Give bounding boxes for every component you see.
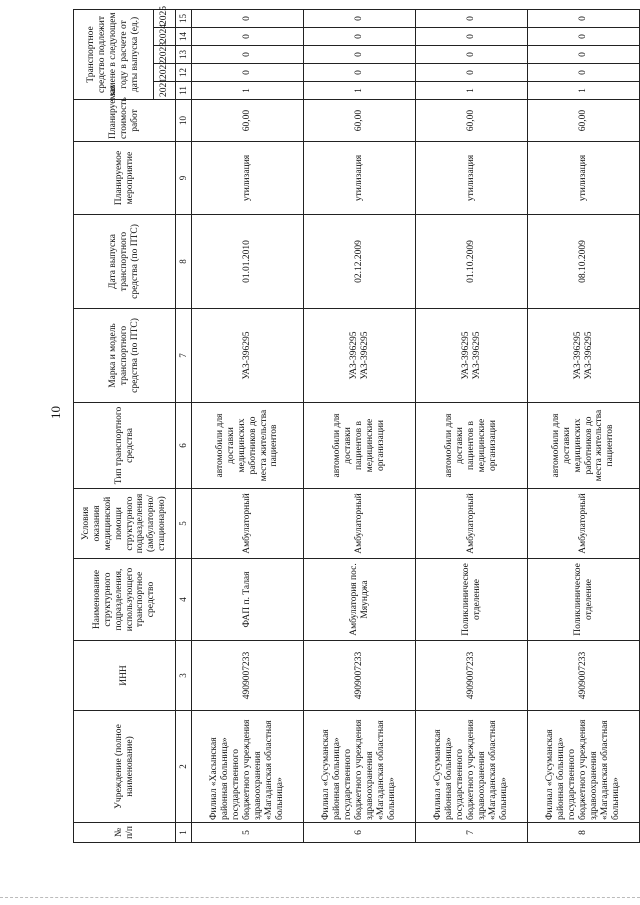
column-number: 6: [176, 403, 192, 489]
row-num: 8: [528, 823, 640, 843]
row-action: утилизация: [416, 142, 528, 215]
row-release-date: 02.12.2009: [304, 215, 416, 309]
row-conditions: Амбулаторный: [304, 489, 416, 559]
column-number: 3: [176, 641, 192, 711]
column-number: 9: [176, 142, 192, 215]
column-number: 8: [176, 215, 192, 309]
table-row: [528, 9, 640, 842]
table-row: [304, 9, 416, 842]
row-year-2025: 0: [192, 9, 304, 27]
header-release-date: Дата выпуска транспортного средства (по ПТС): [74, 215, 176, 309]
header-num: № п/п: [74, 823, 176, 843]
column-number: 5: [176, 489, 192, 559]
row-vehicle-type: автомобили для доставки пациентов в медицинские организации: [304, 403, 416, 489]
row-num: 7: [416, 823, 528, 843]
row-year-2025: 0: [528, 9, 640, 27]
row-year-2022: 0: [192, 64, 304, 82]
header-year-2024: 2024: [154, 28, 176, 46]
column-number: 10: [176, 100, 192, 142]
row-unit: ФАП п. Талая: [192, 559, 304, 641]
row-year-2021: 1: [304, 82, 416, 100]
row-year-2023: 0: [192, 46, 304, 64]
row-institution: Филиал «Сусуманская районная больница» государственного бюджетного учреждения здравоохранения «Магаданская областная больница»: [416, 711, 528, 823]
row-action: утилизация: [192, 142, 304, 215]
row-year-2023: 0: [528, 46, 640, 64]
header-institution: Учреждение (полное наименование): [74, 711, 176, 823]
row-cost: 60,00: [416, 100, 528, 142]
row-num: 6: [304, 823, 416, 843]
row-year-2025: 0: [304, 9, 416, 27]
row-conditions: Амбулаторный: [528, 489, 640, 559]
row-inn: 4909007233: [192, 641, 304, 711]
header-replacement: Транспортное средство подлежит замене в следующем году в расчете от даты выпуска (ед.): [74, 9, 154, 99]
row-model: УАЗ-396295 УАЗ-396295: [528, 309, 640, 403]
row-release-date: 01.01.2010: [192, 215, 304, 309]
row-year-2024: 0: [528, 28, 640, 46]
row-year-2022: 0: [304, 64, 416, 82]
row-year-2024: 0: [416, 28, 528, 46]
row-model: УАЗ-396295: [192, 309, 304, 403]
column-number: 15: [176, 9, 192, 27]
column-number: 2: [176, 711, 192, 823]
row-cost: 60,00: [304, 100, 416, 142]
row-unit: Поликлиническое отделение: [416, 559, 528, 641]
header-year-2022: 2022: [154, 64, 176, 82]
row-year-2022: 0: [528, 64, 640, 82]
row-inn: 4909007233: [528, 641, 640, 711]
row-release-date: 01.10.2009: [416, 215, 528, 309]
scan-edge-divider: [0, 897, 640, 900]
row-cost: 60,00: [528, 100, 640, 142]
column-number: 4: [176, 559, 192, 641]
header-cost: Планируемая стоимость работ: [74, 100, 176, 142]
row-model: УАЗ-396295 УАЗ-396295: [304, 309, 416, 403]
column-number: 13: [176, 46, 192, 64]
row-year-2024: 0: [304, 28, 416, 46]
header-year-2025: 2025: [154, 9, 176, 27]
row-num: 5: [192, 823, 304, 843]
row-institution: Филиал «Сусуманская районная больница» государственного бюджетного учреждения здравоохранения «Магаданская областная больница»: [304, 711, 416, 823]
row-cost: 60,00: [192, 100, 304, 142]
vehicle-replacement-table: [73, 6, 640, 843]
column-number: 7: [176, 309, 192, 403]
row-year-2025: 0: [416, 9, 528, 27]
row-year-2021: 1: [528, 82, 640, 100]
row-vehicle-type: автомобили для доставки пациентов в медицинские организации: [416, 403, 528, 489]
row-year-2022: 0: [416, 64, 528, 82]
row-year-2021: 1: [192, 82, 304, 100]
row-model: УАЗ-396295 УАЗ-396295: [416, 309, 528, 403]
row-release-date: 08.10.2009: [528, 215, 640, 309]
row-vehicle-type: автомобили для доставки медицинских работников до места жительства пациентов: [192, 403, 304, 489]
rotated-page: [73, 6, 640, 843]
header-conditions: Условия оказания медицинской помощи структурного подразделения (амбулаторно/ стационарно): [74, 489, 176, 559]
row-institution: Филиал «Сусуманская районная больница» государственного бюджетного учреждения здравоохранения «Магаданская областная больница»: [528, 711, 640, 823]
row-inn: 4909007233: [416, 641, 528, 711]
column-number: 11: [176, 82, 192, 100]
column-number: 1: [176, 823, 192, 843]
table-row: [416, 9, 528, 842]
row-action: утилизация: [304, 142, 416, 215]
row-action: утилизация: [528, 142, 640, 215]
header-model: Марка и модель транспортного средства (по ПТС): [74, 309, 176, 403]
header-action: Планируемое мероприятие: [74, 142, 176, 215]
row-year-2023: 0: [416, 46, 528, 64]
header-inn: ИНН: [74, 641, 176, 711]
page-number: 10: [48, 406, 63, 419]
row-year-2021: 1: [416, 82, 528, 100]
column-numbers-row: [176, 9, 192, 842]
row-vehicle-type: автомобили для доставки медицинских работников до места жительства пациентов: [528, 403, 640, 489]
column-number: 12: [176, 64, 192, 82]
header-year-2023: 2023: [154, 46, 176, 64]
header-vehicle-type: Тип транспортного средства: [74, 403, 176, 489]
row-unit: Поликлиническое отделение: [528, 559, 640, 641]
column-number: 14: [176, 28, 192, 46]
row-unit: Амбулатория пос. Мяунджа: [304, 559, 416, 641]
row-conditions: Амбулаторный: [192, 489, 304, 559]
row-year-2023: 0: [304, 46, 416, 64]
row-conditions: Амбулаторный: [416, 489, 528, 559]
header-unit: Наименование структурного подразделения, использующего транспортное средство: [74, 559, 176, 641]
header-year-2021: 2021: [154, 82, 176, 100]
row-institution: Филиал «Хасынская районная больница» государственного бюджетного учреждения здравоохранения «Магаданская областная больница»: [192, 711, 304, 823]
row-inn: 4909007233: [304, 641, 416, 711]
row-year-2024: 0: [192, 28, 304, 46]
table-row: [192, 9, 304, 842]
